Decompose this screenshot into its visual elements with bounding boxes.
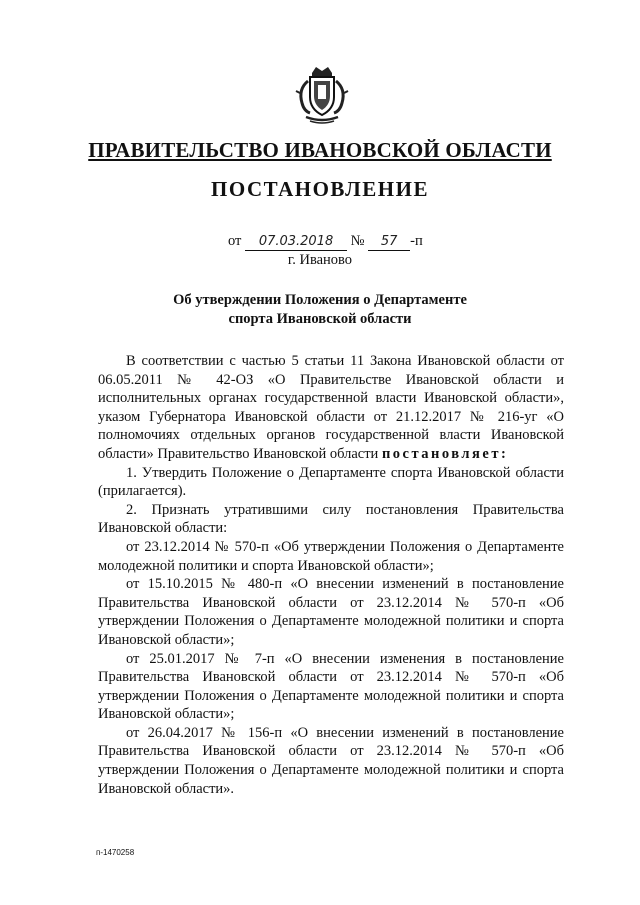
item-paragraph: от 23.12.2014 № 570-п «Об утверждении Положения о Департаменте молодежной политики и спорта Ивановской области»; [98, 538, 564, 574]
item-paragraph: 2. Признать утратившими силу постановления Правительства Ивановской области: [98, 501, 564, 537]
item-paragraph: 1. Утвердить Положение о Департаменте спорта Ивановской области (прилагается). [98, 464, 564, 500]
from-label: от [228, 233, 242, 249]
footer-code: п-1470258 [96, 848, 135, 857]
document-subject: Об утверждении Положения о Департаменте спорта Ивановской области [173, 292, 467, 327]
document-number-line [228, 233, 423, 251]
number-sign: № [350, 233, 365, 249]
city: г. Иваново [287, 252, 353, 268]
item-paragraph: от 25.01.2017 № 7-п «О внесении изменения в постановление Правительства Ивановской области от 23.12.2014 № 570-п «Об утверждении Положения о Департаменте молодежной политики и спорта Ивановской области»; [98, 650, 564, 723]
item-paragraph: от 15.10.2015 № 480-п «О внесении изменений в постановление Правительства Ивановской области от 23.12.2014 № 570-п «Об утверждении Положения о Департаменте молодежной политики и спорта Ивановской области»; [98, 576, 564, 648]
item-paragraph: от 26.04.2017 № 156-п «О внесении изменений в постановление Правительства Ивановской области от 23.12.2014 № 570-п «Об утверждении Положения о Департаменте молодежной политики и спорта Ивановской области». [98, 724, 564, 797]
decree-word: постановляет: [381, 445, 509, 462]
preamble-text: В соответствии с частью 5 статьи 11 Закона Ивановской области от 06.05.2011 № 42-ОЗ «О Правительстве Ивановской области и исполнительных органах государственной власти Ивановской области», указом Губернатора Ивановской области от 21.12.2017 № 216-уг «О полномочиях отдельных органов государственной власти Ивановской области» Правительство Ивановской области [98, 353, 564, 462]
coat-of-arms-icon [294, 63, 350, 127]
handwritten-number: 57 [368, 234, 410, 251]
handwritten-date: 07.03.2018 [245, 234, 347, 251]
document-body [98, 352, 564, 798]
document-type: ПОСТАНОВЛЕНИЕ [211, 177, 429, 201]
government-title: ПРАВИТЕЛЬСТВО ИВАНОВСКОЙ ОБЛАСТИ [88, 138, 552, 162]
number-suffix: -п [410, 233, 423, 249]
preamble-paragraph [98, 352, 564, 464]
